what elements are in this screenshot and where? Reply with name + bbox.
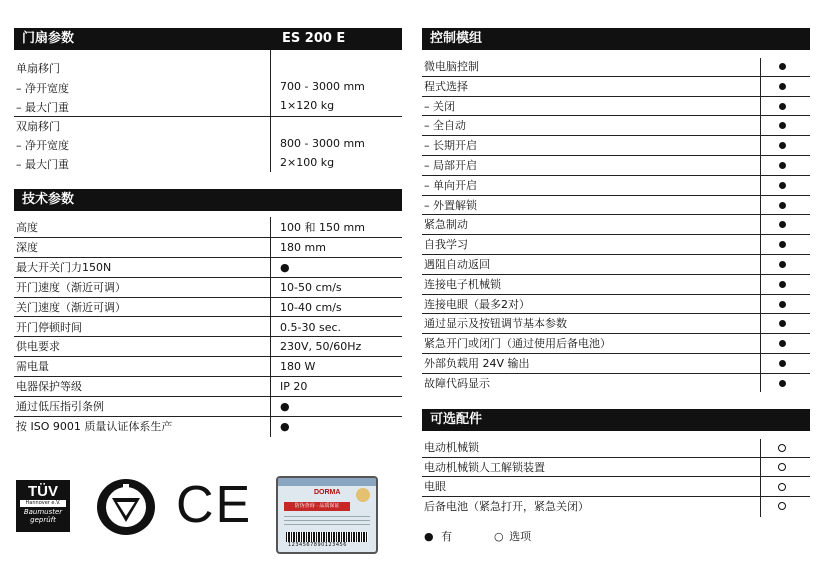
single-door-title: 单扇移门: [16, 62, 60, 75]
optional-row: [422, 497, 810, 517]
legend-option: [494, 528, 531, 544]
filled-dot-icon: [779, 122, 786, 129]
tech-label: 高度: [16, 221, 38, 234]
tag-top-band: [278, 478, 376, 486]
control-row: [422, 354, 810, 374]
control-label: 故障代码显示: [424, 376, 490, 390]
tech-value: 100 和 150 mm: [280, 221, 365, 234]
filled-dot-icon: [779, 301, 786, 308]
tuv-sub: Hannover e.V.: [20, 500, 66, 507]
control-label: – 外置解锁: [424, 198, 477, 212]
single-weight-label: – 最大门重: [16, 101, 69, 114]
control-label: – 单向开启: [424, 178, 477, 192]
optional-row: [422, 438, 810, 458]
control-row: [422, 57, 810, 77]
legend-have-label: 有: [441, 530, 453, 543]
tech-row: [14, 357, 402, 377]
optional-label: 后备电池（紧急打开，紧急关闭）: [424, 499, 589, 513]
door-row-divider: [14, 116, 402, 117]
tech-label: 深度: [16, 240, 38, 254]
control-row: [422, 295, 810, 315]
door-params-header: [14, 28, 402, 50]
filled-dot-icon: [779, 103, 786, 110]
control-row: [422, 374, 810, 394]
control-label: 自我学习: [424, 238, 468, 252]
control-label: – 关闭: [424, 99, 455, 113]
filled-dot-icon: [779, 380, 786, 387]
control-row: [422, 255, 810, 275]
tech-row: [14, 238, 402, 258]
optional-label: 电动机械锁: [424, 441, 479, 454]
tech-label: 开门停顿时间: [16, 320, 82, 334]
control-label: 遇阻自动返回: [424, 258, 490, 271]
control-module-header: [422, 28, 810, 50]
control-row: [422, 275, 810, 295]
control-label: – 局部开启: [424, 159, 477, 172]
tag-seal: [356, 488, 370, 502]
tech-value: 180 mm: [280, 240, 326, 254]
control-label: – 长期开启: [424, 139, 477, 153]
tech-label: 通过低压指引条例: [16, 400, 104, 414]
tag-barcode: [286, 532, 368, 542]
tech-row: [14, 397, 402, 417]
tech-label: 电器保护等级: [16, 380, 82, 394]
ce-mark: CE: [176, 476, 253, 534]
control-row: [422, 156, 810, 176]
tag-barcode-number: 1234567890123456: [288, 542, 347, 548]
optional-parts-title: 可选配件: [430, 412, 483, 427]
control-label: 连接电子机械锁: [424, 277, 501, 291]
control-label: 连接电眼（最多2对）: [424, 297, 530, 311]
control-row: [422, 136, 810, 156]
filled-dot-icon: [779, 63, 786, 70]
door-column-divider: [270, 50, 271, 172]
control-label: 紧急开门或闭门（通过使用后备电池）: [424, 337, 611, 351]
control-label: 程式选择: [424, 79, 468, 93]
legend-have: [424, 528, 452, 544]
hollow-circle-icon: [778, 483, 786, 491]
tech-label: 按 ISO 9001 质量认证体系生产: [16, 420, 173, 433]
tech-row: [14, 258, 402, 278]
filled-dot-icon: [779, 83, 786, 90]
tuv-title: TÜV: [28, 483, 58, 500]
control-label: – 全自动: [424, 119, 466, 133]
legend-option-symbol: ○: [494, 530, 504, 543]
filled-dot-icon: [779, 241, 786, 248]
single-width-label: – 净开宽度: [16, 82, 69, 95]
tuv-text2: geprüft: [30, 516, 56, 524]
optional-label: 电动机械锁人工解锁装置: [424, 460, 545, 474]
double-weight-label: – 最大门重: [16, 158, 69, 171]
tag-brand: DORMA: [314, 489, 341, 496]
optional-label: 电眼: [424, 480, 446, 494]
control-row: [422, 176, 810, 196]
tech-value: 10-40 cm/s: [280, 300, 342, 314]
anti-counterfeit-tag: [276, 476, 378, 554]
hollow-circle-icon: [778, 463, 786, 471]
hollow-circle-icon: [778, 502, 786, 510]
tech-value: 10-50 cm/s: [280, 280, 342, 294]
tag-fine-print: [284, 516, 370, 528]
tag-line: 防伪查询 · 品质保证: [284, 502, 350, 511]
control-row: [422, 334, 810, 354]
hollow-circle-icon: [778, 444, 786, 452]
control-module-title: 控制模组: [430, 31, 483, 46]
tuv-text1: Baumuster: [23, 508, 63, 516]
optional-parts-header: [422, 409, 810, 431]
filled-dot-icon: [779, 221, 786, 228]
tech-row: [14, 218, 402, 238]
tech-params-title: 技术参数: [22, 192, 75, 207]
filled-dot-icon: [779, 261, 786, 268]
filled-dot-icon: [779, 320, 786, 327]
tech-value: IP 20: [280, 380, 308, 394]
tech-row: [14, 318, 402, 338]
tech-value: ●: [280, 400, 290, 414]
tech-value: 180 W: [280, 360, 316, 374]
tech-value: 0.5-30 sec.: [280, 320, 341, 334]
tech-row: [14, 377, 402, 397]
tech-label: 供电要求: [16, 340, 60, 354]
filled-dot-icon: [779, 281, 786, 288]
control-label: 微电脑控制: [424, 60, 479, 73]
control-row: [422, 196, 810, 216]
double-width-label: – 净开宽度: [16, 139, 69, 152]
model-name: ES 200 E: [282, 31, 346, 46]
tech-row: [14, 298, 402, 318]
optional-row: [422, 477, 810, 497]
tech-label: 需电量: [16, 360, 49, 374]
safety-mark-logo: [96, 478, 156, 536]
control-label: 通过显示及按钮调节基本参数: [424, 317, 567, 331]
control-row: [422, 77, 810, 97]
door-params-title: 门扇参数: [22, 31, 75, 46]
control-row: [422, 235, 810, 255]
tech-value: 230V, 50/60Hz: [280, 340, 362, 354]
tech-row: [14, 417, 402, 437]
filled-dot-icon: [779, 142, 786, 149]
legend-option-label: 选项: [509, 530, 532, 543]
double-width-value: 800 - 3000 mm: [280, 137, 365, 150]
tech-row: [14, 278, 402, 298]
control-label: 外部负载用 24V 输出: [424, 357, 530, 370]
single-weight-value: 1×120 kg: [280, 99, 335, 112]
single-width-value: 700 - 3000 mm: [280, 80, 365, 93]
optional-row: [422, 458, 810, 478]
control-label: 紧急制动: [424, 218, 468, 232]
tuv-logo: [16, 480, 70, 532]
filled-dot-icon: [779, 182, 786, 189]
filled-dot-icon: [779, 162, 786, 169]
double-weight-value: 2×100 kg: [280, 156, 335, 169]
control-row: [422, 97, 810, 117]
tech-value: ●: [280, 260, 290, 274]
tech-params-header: [14, 189, 402, 211]
filled-dot-icon: [779, 202, 786, 209]
control-row: [422, 116, 810, 136]
control-row: [422, 215, 810, 235]
legend-have-symbol: ●: [424, 530, 434, 543]
tech-value: ●: [280, 420, 290, 433]
filled-dot-icon: [779, 360, 786, 367]
tech-row: [14, 337, 402, 357]
tech-label: 关门速度（渐近可调）: [16, 300, 126, 314]
filled-dot-icon: [779, 340, 786, 347]
double-door-title: 双扇移门: [16, 120, 60, 133]
tech-label: 最大开关门力150N: [16, 260, 112, 274]
control-row: [422, 314, 810, 334]
tech-label: 开门速度（渐近可调）: [16, 280, 126, 294]
